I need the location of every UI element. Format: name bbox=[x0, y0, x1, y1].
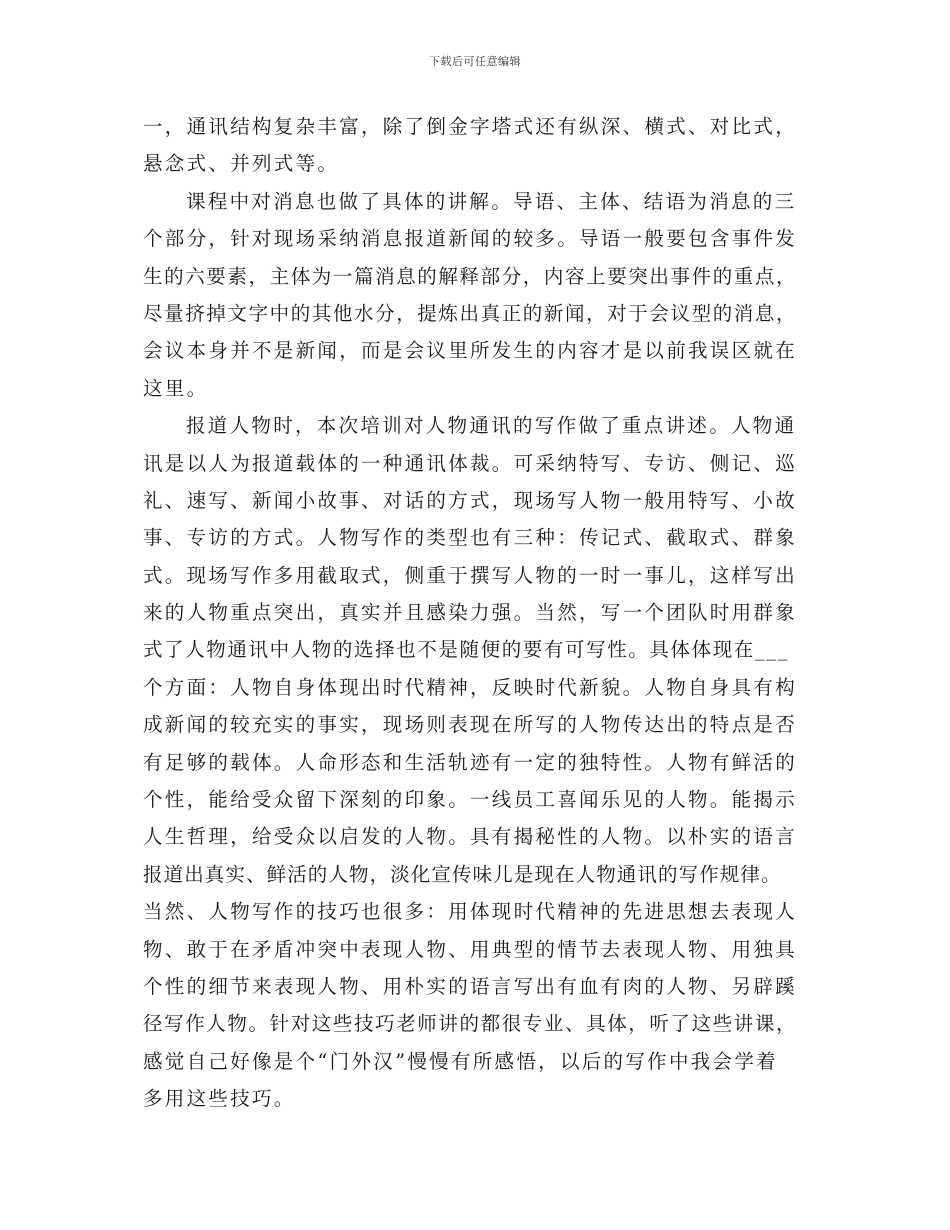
text-line: 报道出真实、鲜活的人物，淡化宣传味儿是现在人物通讯的写作规律。 bbox=[143, 862, 782, 886]
text-line: 感觉自己好像是个“门外汉”慢慢有所感悟，以后的写作中我会学着 bbox=[143, 1049, 778, 1073]
text-line: 礼、速写、新闻小故事、对话的方式，现场写人物一般用特写、小故 bbox=[143, 488, 798, 512]
text-line: 个性，能给受众留下深刻的印象。一线员工喜闻乐见的人物。能揭示 bbox=[143, 788, 798, 812]
text-line: 悬念式、并列式等。 bbox=[143, 152, 340, 176]
text-line: 物、敢于在矛盾冲突中表现人物、用典型的情节去表现人物、用独具 bbox=[143, 937, 798, 961]
text-line: 人生哲理，给受众以启发的人物。具有揭秘性的人物。以朴实的语言 bbox=[143, 825, 798, 849]
text-line: 这里。 bbox=[143, 376, 209, 400]
text-line: 当然、人物写作的技巧也很多：用体现时代精神的先进思想去表现人 bbox=[143, 900, 798, 924]
text-line: 式了人物通讯中人物的选择也不是随便的要有可写性。具体体现在___ bbox=[143, 638, 789, 662]
text-line: 一，通讯结构复杂丰富，除了倒金字塔式还有纵深、横式、对比式， bbox=[143, 115, 798, 138]
text-line: 事、专访的方式。人物写作的类型也有三种：传记式、截取式、群象 bbox=[143, 526, 798, 550]
text-line: 多用这些技巧。 bbox=[143, 1087, 296, 1111]
text-line: 个方面：人物自身体现出时代精神，反映时代新貌。人物自身具有构 bbox=[143, 675, 798, 699]
text-line: 会议本身并不是新闻，而是会议里所发生的内容才是以前我误区就在 bbox=[143, 339, 798, 363]
paragraph-start-line: 报道人物时，本次培训对人物通讯的写作做了重点讲述。人物通 bbox=[186, 414, 797, 438]
text-line: 讯是以人为报道载体的一种通讯体裁。可采纳特写、专访、侧记、巡 bbox=[143, 451, 798, 475]
paragraph-start-line: 课程中对消息也做了具体的讲解。导语、主体、结语为消息的三 bbox=[186, 189, 797, 213]
text-line: 有足够的载体。人命形态和生活轨迹有一定的独特性。人物有鲜活的 bbox=[143, 750, 798, 774]
document-body bbox=[143, 108, 833, 1118]
text-line: 生的六要素，主体为一篇消息的解释部分，内容上要突出事件的重点， bbox=[143, 264, 798, 288]
text-line: 尽量挤掉文字中的其他水分，提炼出真正的新闻，对于会议型的消息， bbox=[143, 301, 798, 325]
text-line: 个性的细节来表现人物、用朴实的语言写出有血有肉的人物、另辟蹊 bbox=[143, 974, 798, 998]
text-line: 个部分，针对现场采纳消息报道新闻的较多。导语一般要包含事件发 bbox=[143, 227, 798, 251]
text-line: 径写作人物。针对这些技巧老师讲的都很专业、具体，听了这些讲课， bbox=[143, 1012, 798, 1036]
text-line: 成新闻的较充实的事实，现场则表现在所写的人物传达出的特点是否 bbox=[143, 713, 798, 737]
page-header: 下载后可任意编辑 bbox=[429, 55, 521, 68]
text-line: 式。现场写作多用截取式，侧重于撰写人物的一时一事儿，这样写出 bbox=[143, 563, 798, 587]
text-line: 来的人物重点突出，真实并且感染力强。当然，写一个团队时用群象 bbox=[143, 601, 798, 625]
